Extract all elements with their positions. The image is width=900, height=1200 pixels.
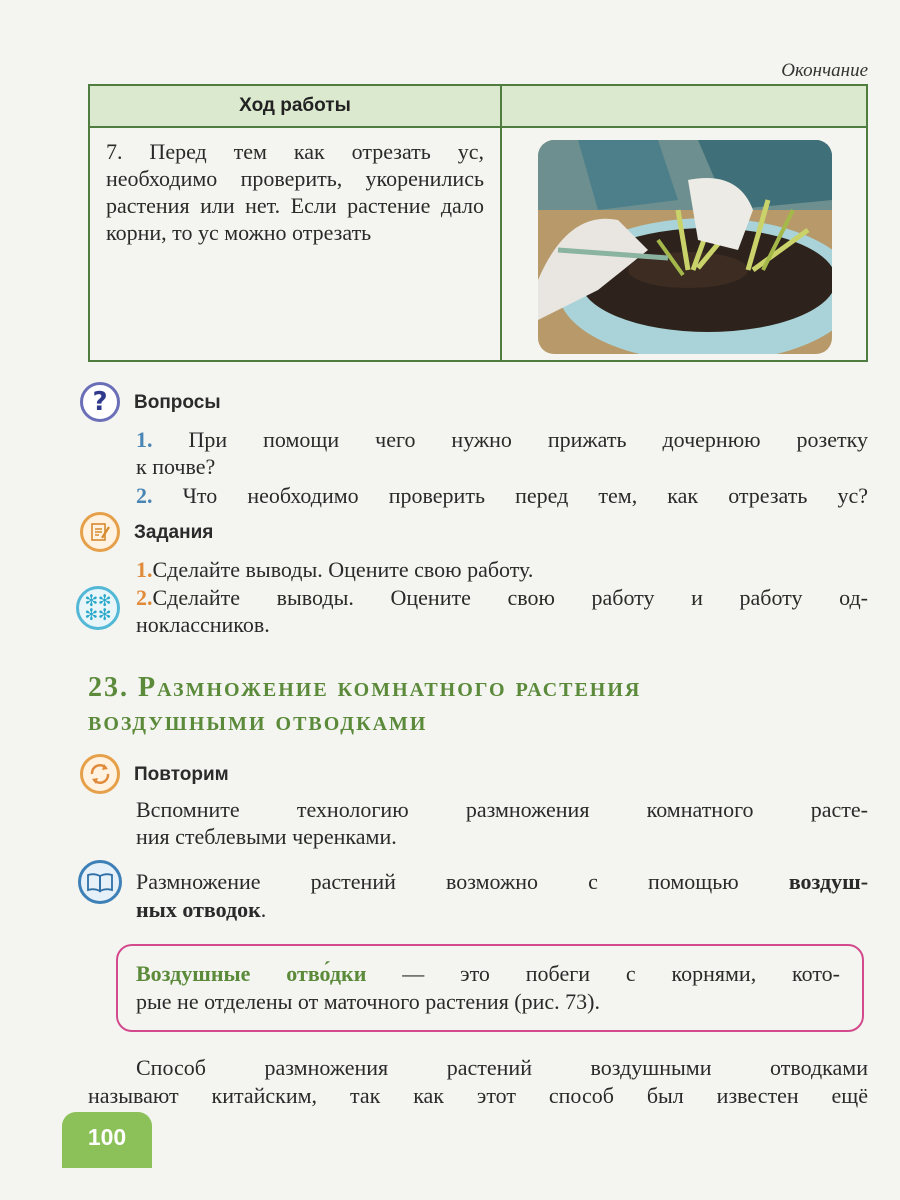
question-number: 2.	[136, 483, 153, 508]
plant-photo	[538, 140, 832, 354]
question-item-1-line2: к почве?	[136, 454, 216, 479]
definition-line2: рые не отделены от маточного растения (рис. 73).	[136, 989, 600, 1014]
question-item-1-line1	[136, 426, 868, 453]
task-text: Сделайте выводы. Оцените свою работу.	[152, 557, 534, 582]
snowflakes-icon: ✻✻ ✻✻	[76, 586, 120, 630]
pencil-paper-icon	[80, 512, 120, 552]
task-text: Сделайте выводы. Оцените свою работу и работу од-	[152, 585, 868, 610]
section-heading-line1: 23. Размножение комнатного растения	[88, 672, 642, 703]
repeat-line1: Вспомните технологию размножения комнатного расте-	[136, 797, 868, 822]
step-text: 7. Перед тем как отрезать ус, необходимо проверить, укоренились растения или нет. Если растение дало корни, то ус можно отрезать	[106, 139, 484, 245]
read-bold-term: воздуш-	[788, 869, 869, 894]
tasks-title: Задания	[134, 522, 214, 543]
task-number: 2.	[136, 585, 153, 610]
read-line1	[136, 868, 868, 895]
question-text: Что необходимо проверить перед тем, как отрезать ус?	[182, 483, 869, 508]
question-number: 1.	[136, 427, 153, 452]
question-item-2	[136, 482, 868, 509]
task-item-2-line2: ноклассников.	[136, 612, 270, 637]
column-title: Ход работы	[239, 95, 351, 116]
question-text: При помощи чего нужно прижать дочернюю розетку	[188, 427, 869, 452]
task-number: 1.	[136, 557, 153, 582]
repeat-title: Повторим	[134, 764, 229, 785]
body-line2: называют китайским, так как этот способ был известен ещё	[88, 1083, 868, 1108]
body-line1: Способ размножения растений воздушными отводками	[136, 1055, 868, 1080]
definition-text: — это побеги с корнями, кото-	[366, 961, 840, 986]
task-item-1	[136, 556, 533, 583]
read-text: .	[260, 897, 267, 922]
section-heading-line2: воздушными отводками	[88, 706, 428, 737]
work-table	[88, 84, 868, 362]
open-book-icon	[78, 860, 122, 904]
photo-hands-gloves-plant-pot-icon	[538, 140, 832, 354]
table-header	[90, 86, 866, 128]
continued-label: Окончание	[781, 60, 868, 81]
refresh-arrows-icon	[80, 754, 120, 794]
definition-line1	[136, 960, 840, 987]
column-divider	[500, 86, 502, 360]
page-number: 100	[87, 1124, 127, 1150]
task-item-2-line1	[136, 584, 868, 611]
read-bold-term: ных отводок	[136, 897, 261, 922]
repeat-line2: ния стеблевыми черенками.	[136, 824, 397, 849]
read-line2	[136, 896, 266, 923]
read-text: Размножение растений возможно с помощью	[136, 869, 739, 894]
question-mark-icon: ?	[80, 382, 120, 422]
questions-title: Вопросы	[134, 392, 221, 413]
definition-term: Воздушные отво́дки	[136, 961, 367, 986]
